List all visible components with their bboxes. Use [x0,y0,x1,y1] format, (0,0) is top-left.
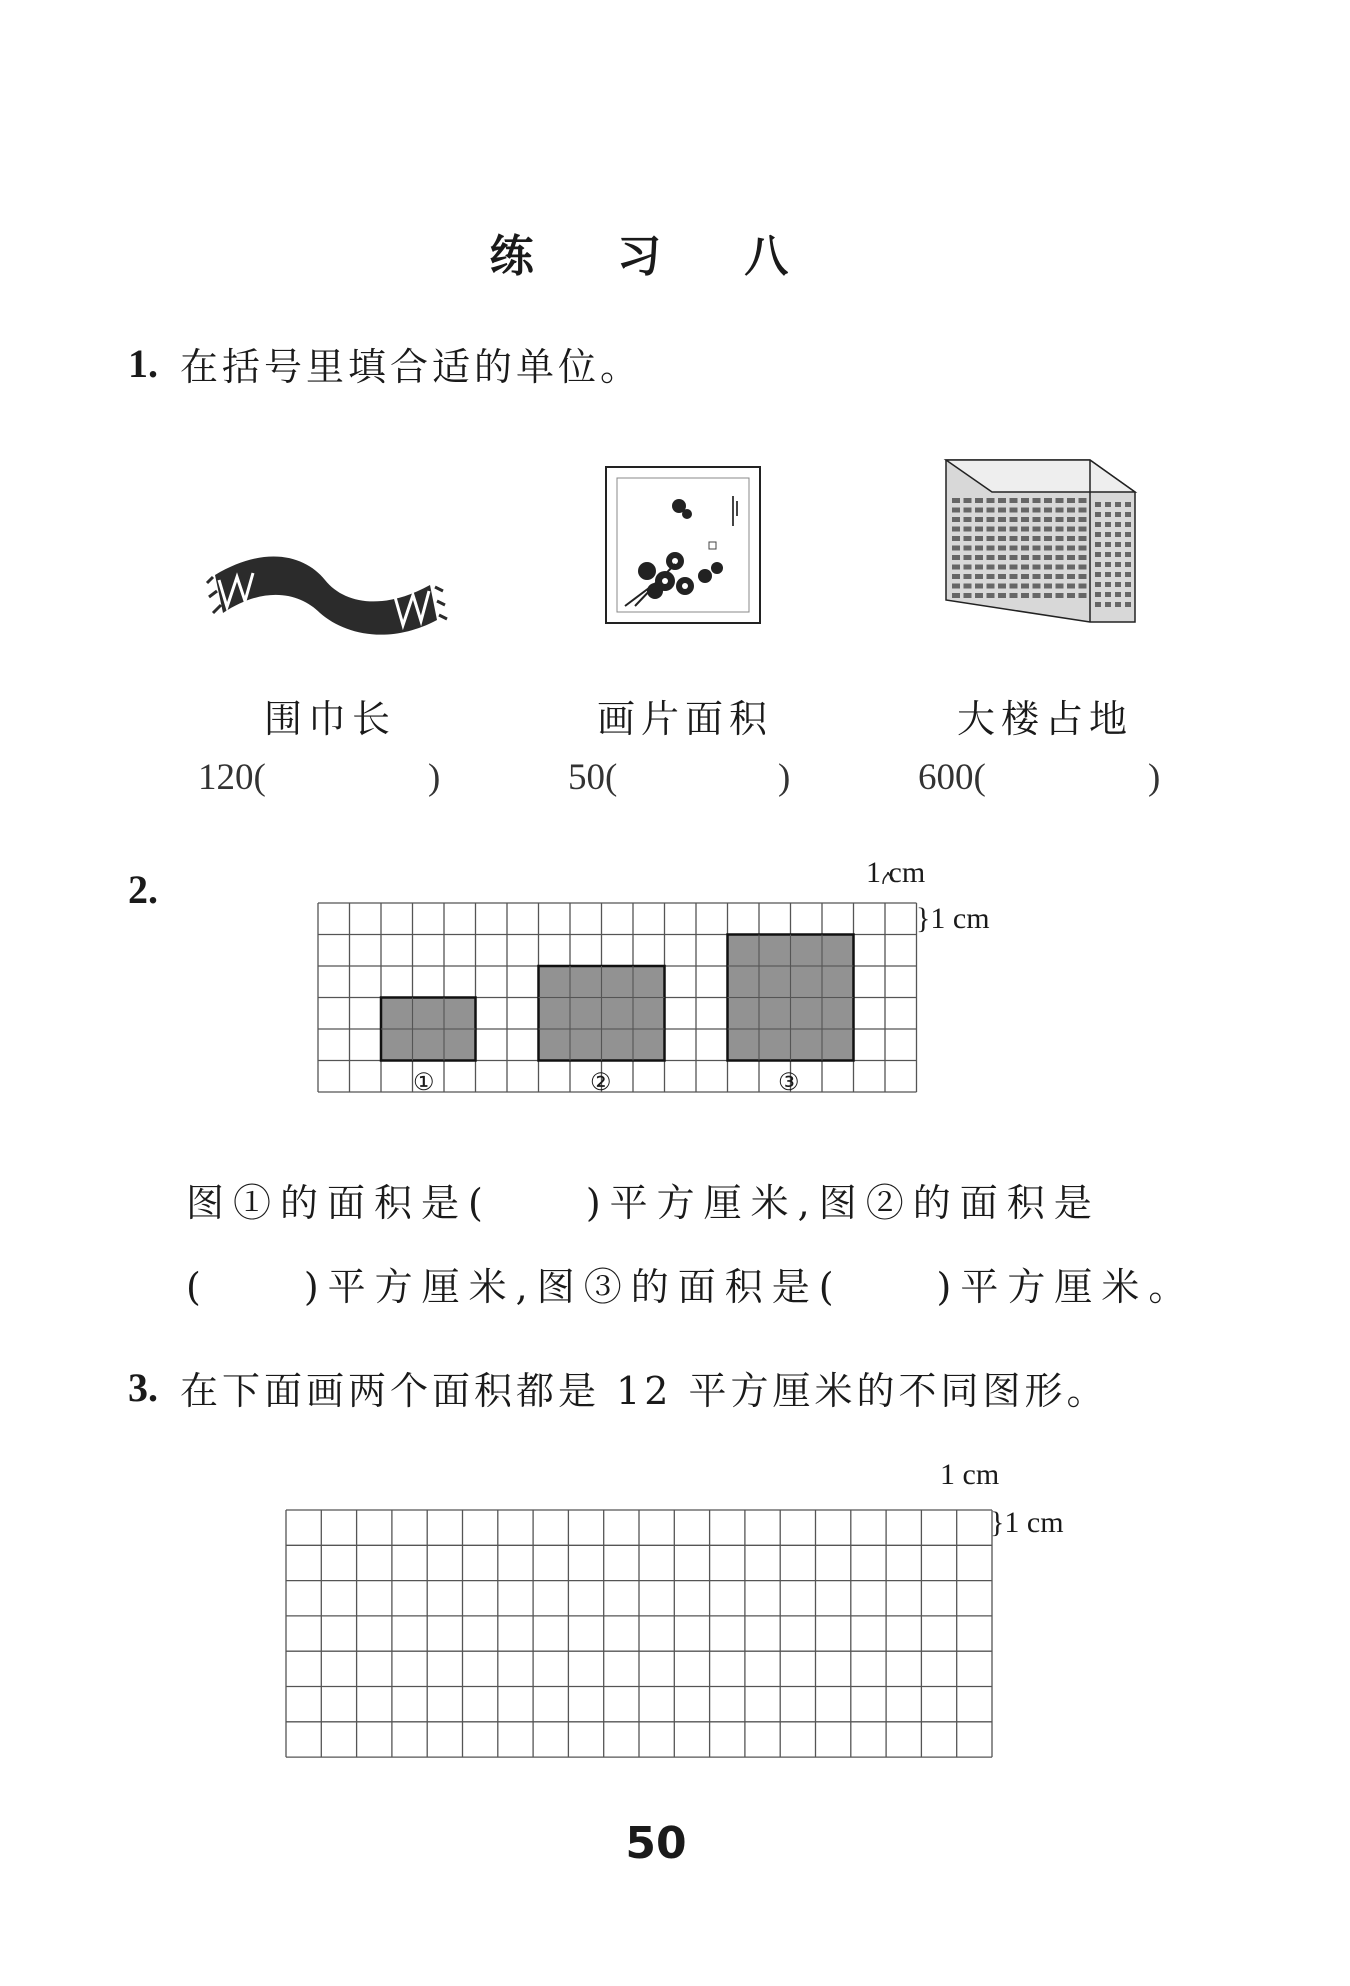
scarf-answer-value: 120( [198,757,266,798]
question-2-line-2: ( )平方厘米,图③的面积是( )平方厘米。 [186,1265,1196,1309]
picture-answer-value: 50( [568,757,618,798]
question-3-number: 3. [128,1365,158,1410]
question-2-number: 2. [128,867,158,912]
building-label: 大楼占地 [956,697,1133,741]
page-number: 50 [625,1818,687,1869]
grid-unit-side-label: }1 cm [916,902,990,935]
scarf-icon [205,535,445,635]
question-2-line-1: 图①的面积是( )平方厘米,图②的面积是 [186,1181,1101,1225]
grid-unit-side-label: }1 cm [990,1506,1064,1539]
grid-unit-top-label: 1 cm [866,856,926,889]
q2-grid [318,903,918,1103]
building-answer-close: ) [1148,757,1161,798]
scarf-label: 围巾长 [263,697,396,741]
building-icon [940,450,1140,622]
building-answer-value: 600( [918,757,986,798]
shape-2-label: ② [590,1068,612,1096]
scarf-answer-close: ) [428,757,441,798]
page-title: 练 习 八 [489,231,823,282]
picture-answer-close: ) [778,757,791,798]
picture-label: 画片面积 [596,697,773,741]
question-1-number: 1. [128,341,158,386]
picture-icon [605,466,761,624]
question-1-prompt: 在括号里填合适的单位。 [180,345,643,389]
shape-1-label: ① [413,1068,435,1096]
shape-3-label: ③ [778,1068,800,1096]
grid-unit-top-label: 1 cm [940,1458,1000,1491]
question-3-prompt: 在下面画两个面积都是 12 平方厘米的不同图形。 [180,1369,1109,1413]
q3-drawing-grid[interactable] [286,1510,996,1766]
